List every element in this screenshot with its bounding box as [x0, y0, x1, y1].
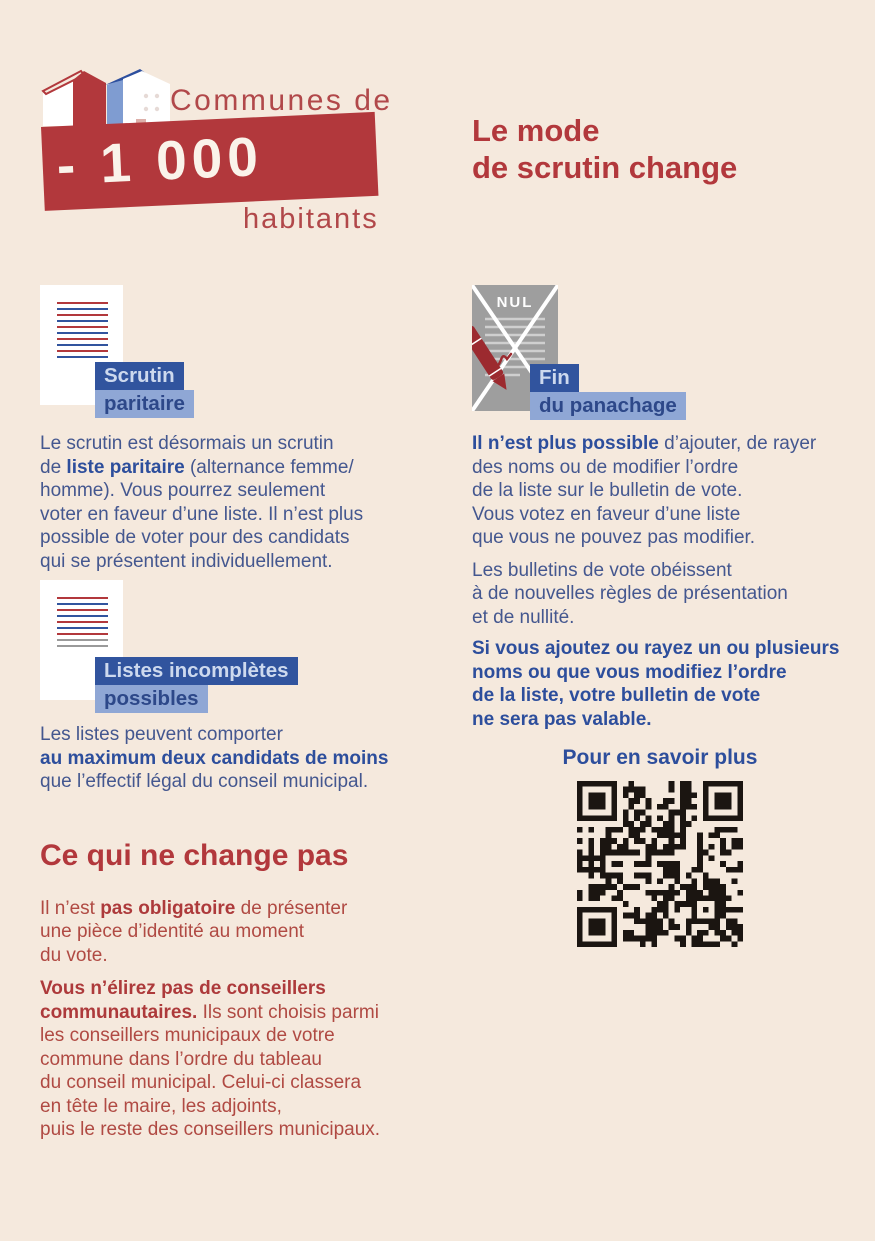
paragraph-piece-identite: Il n’est pas obligatoire de présenter une pièce d’identité au moment du vote. [40, 897, 348, 966]
tag-line-2: du panachage [530, 392, 686, 420]
right-column [472, 285, 867, 952]
tag-line-2: paritaire [95, 390, 194, 418]
tag-line-1: Listes incomplètes [95, 657, 298, 685]
listes-incompletes-section [40, 580, 445, 708]
tag-listes-incompletes [95, 657, 298, 713]
left-column [40, 285, 445, 1142]
tag-line-1: Scrutin [95, 362, 184, 390]
logo-banner-number: - 1 000 [55, 125, 265, 197]
tag-scrutin-paritaire [95, 362, 194, 418]
tag-line-2: possibles [95, 685, 208, 713]
tag-fin-panachage [530, 364, 686, 420]
paragraph-panachage-1: Il n’est plus possible d’ajouter, de rayer des noms ou de modifier l’ordre de la liste sur le bulletin de vote. Vous votez en faveur d’une liste que vous ne pouvez pas modifier. [472, 433, 817, 548]
logo-communes-de: Communes de [170, 84, 393, 117]
more-info-label: Pour en savoir plus [562, 746, 758, 769]
logo-habitants: habitants [243, 203, 379, 235]
paragraph-bulletin-non-valable: Si vous ajoutez ou rayez un ou plusieurs noms ou que vous modifiez l’ordre de la liste, votre bulletin de vote ne sera pas valable. [472, 638, 840, 730]
paragraph-scrutin: Le scrutin est désormais un scrutin de liste paritaire (alternance femme/ homme). Vous pourrez seulement voter en faveur d’une liste. Il n’est plus possible de voter pour des candidats qui se présentent individuellement. [40, 433, 364, 572]
heading-ce-qui-ne-change-pas: Ce qui ne change pas [40, 838, 349, 872]
more-info-block [472, 746, 848, 952]
page-title: Le mode de scrutin change [472, 113, 738, 185]
nul-stamp: NUL [496, 294, 534, 311]
logo-banner [41, 112, 378, 211]
paragraph-listes: Les listes peuvent comporter au maximum deux candidats de moins que l’effectif légal du conseil municipal. [40, 724, 389, 792]
qr-code [577, 781, 743, 947]
paragraph-panachage-2: Les bulletins de vote obéissent à de nouvelles règles de présentation et de nullité. [472, 559, 788, 628]
paragraph-conseillers-communautaires: Vous n’élirez pas de conseillers communautaires. Ils sont choisis parmi les conseillers municipaux de votre commune dans l’ordre du tableau du conseil municipal. Celui-ci classera en tête le maire, les adjoints, puis le reste des conseillers municipaux. [40, 978, 381, 1140]
fin-panachage-section [472, 285, 867, 417]
scrutin-paritaire-section [40, 285, 445, 417]
tag-line-1: Fin [530, 364, 579, 392]
